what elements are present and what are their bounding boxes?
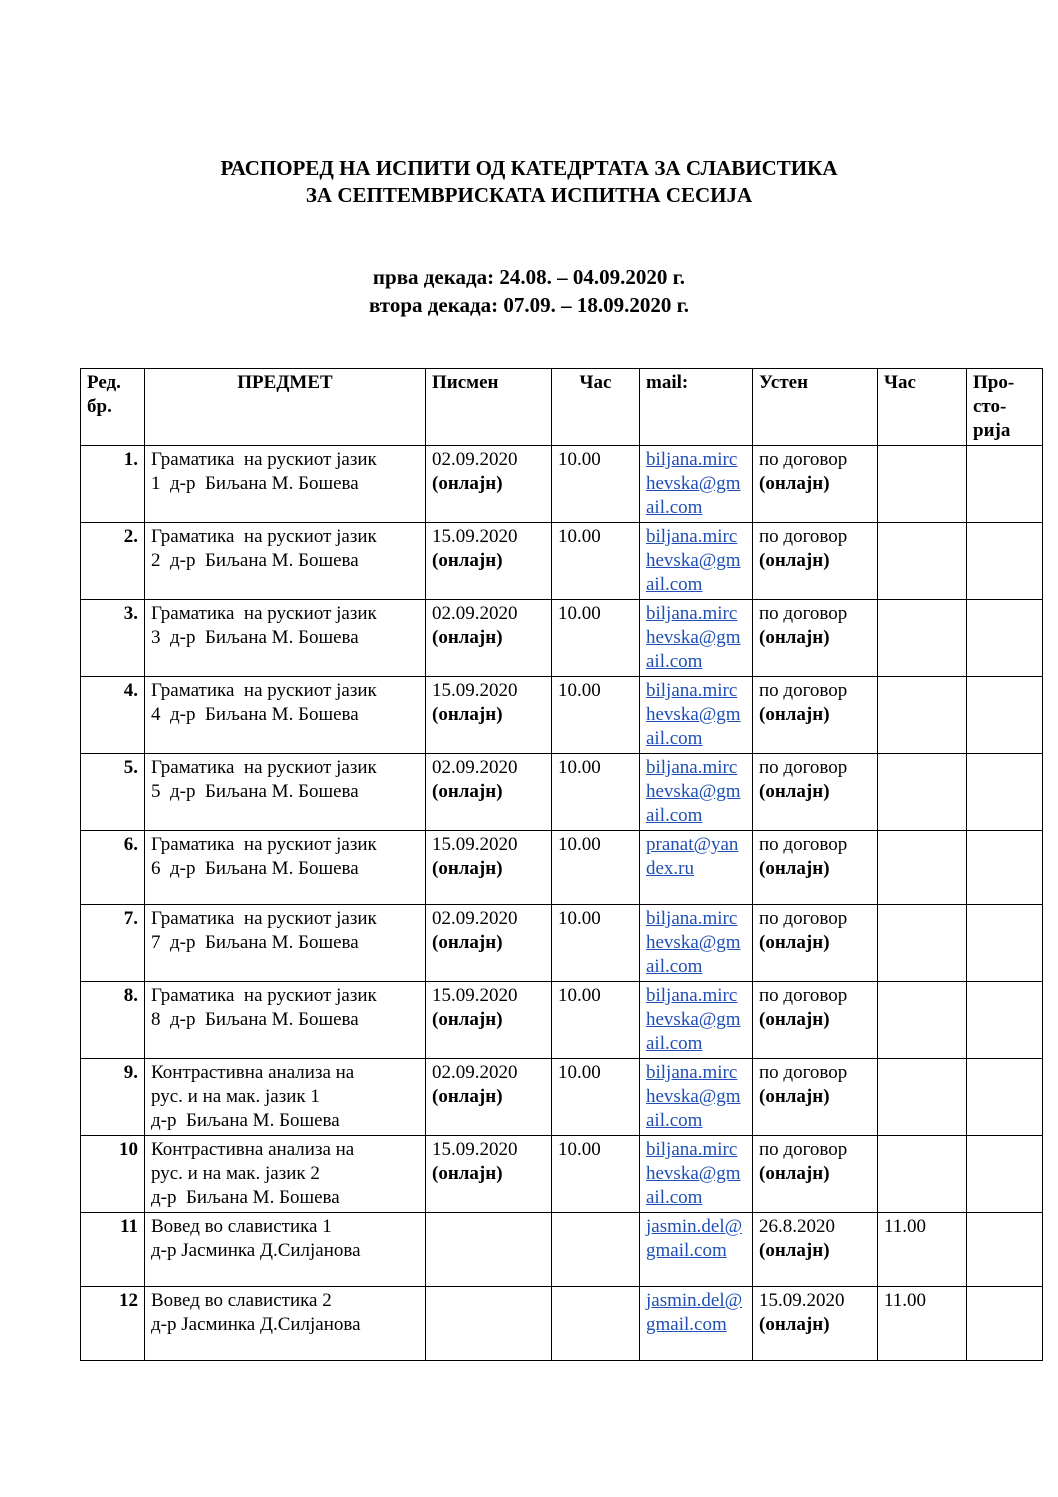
email-link[interactable]: biljana.mirchevska@gmail.com xyxy=(646,757,741,826)
oral-date: 26.8.2020 xyxy=(759,1216,835,1237)
oral-time: 11.00 xyxy=(878,1287,967,1361)
row-number: 8. xyxy=(81,982,145,1059)
oral-time xyxy=(878,446,967,523)
written-note: (онлајн) xyxy=(432,550,503,571)
oral-cell xyxy=(753,1059,878,1136)
row-number: 9. xyxy=(81,1059,145,1136)
mail-cell xyxy=(640,1213,753,1287)
subject-line: 8 д-р Биљана М. Бошева xyxy=(151,1009,359,1030)
subject-line: рус. и на мак. јазик 1 xyxy=(151,1086,320,1107)
room-cell xyxy=(967,1213,1043,1287)
header-oral: Устен xyxy=(753,369,878,446)
table-row xyxy=(81,1287,1043,1361)
oral-time xyxy=(878,754,967,831)
header-written: Писмен xyxy=(426,369,552,446)
oral-note: (онлајн) xyxy=(759,1009,830,1030)
header-num: Ред. бр. xyxy=(81,369,145,446)
oral-note: (онлајн) xyxy=(759,550,830,571)
written-note: (онлајн) xyxy=(432,781,503,802)
subject-line: Граматика на рускиот јазик xyxy=(151,908,377,929)
written-cell xyxy=(426,1136,552,1213)
room-cell xyxy=(967,1059,1043,1136)
oral-note: (онлајн) xyxy=(759,627,830,648)
oral-note: (онлајн) xyxy=(759,1240,830,1261)
room-cell xyxy=(967,600,1043,677)
subject-line: Граматика на рускиот јазик xyxy=(151,526,377,547)
mail-cell xyxy=(640,1136,753,1213)
mail-cell xyxy=(640,1059,753,1136)
subject-line: д-р Јасминка Д.Силјанова xyxy=(151,1240,361,1261)
oral-date: по договор xyxy=(759,449,848,470)
oral-time: 11.00 xyxy=(878,1213,967,1287)
oral-cell xyxy=(753,1136,878,1213)
subject-cell xyxy=(145,905,426,982)
oral-time xyxy=(878,831,967,905)
row-number: 4. xyxy=(81,677,145,754)
header-time2: Час xyxy=(878,369,967,446)
email-link[interactable]: biljana.mirchevska@gmail.com xyxy=(646,526,741,595)
oral-time xyxy=(878,523,967,600)
written-cell xyxy=(426,523,552,600)
row-number: 2. xyxy=(81,523,145,600)
written-date: 15.09.2020 xyxy=(432,834,518,855)
written-date: 15.09.2020 xyxy=(432,1139,518,1160)
room-cell xyxy=(967,446,1043,523)
table-row xyxy=(81,1136,1043,1213)
oral-date: по договор xyxy=(759,908,848,929)
email-link[interactable]: biljana.mirchevska@gmail.com xyxy=(646,449,741,518)
written-time: 10.00 xyxy=(552,831,640,905)
written-date: 15.09.2020 xyxy=(432,985,518,1006)
written-time: 10.00 xyxy=(552,600,640,677)
written-note: (онлајн) xyxy=(432,704,503,725)
second-decade-dates: втора декада: 07.09. – 18.09.2020 г. xyxy=(368,293,690,317)
room-cell xyxy=(967,982,1043,1059)
oral-cell xyxy=(753,982,878,1059)
oral-note: (онлајн) xyxy=(759,1086,830,1107)
subject-cell xyxy=(145,1213,426,1287)
oral-date: по договор xyxy=(759,603,848,624)
oral-date: по договор xyxy=(759,526,848,547)
email-link[interactable]: biljana.mirchevska@gmail.com xyxy=(646,603,741,672)
subject-line: Контрастивна анализа на xyxy=(151,1062,355,1083)
table-row xyxy=(81,1213,1043,1287)
oral-cell xyxy=(753,905,878,982)
written-cell xyxy=(426,446,552,523)
written-note: (онлајн) xyxy=(432,932,503,953)
email-link[interactable]: jasmin.del@gmail.com xyxy=(646,1290,743,1335)
written-note: (онлајн) xyxy=(432,473,503,494)
subject-cell xyxy=(145,523,426,600)
room-cell xyxy=(967,523,1043,600)
subject-line: рус. и на мак. јазик 2 xyxy=(151,1163,320,1184)
subject-line: Граматика на рускиот јазик xyxy=(151,757,377,778)
oral-note: (онлајн) xyxy=(759,781,830,802)
written-cell xyxy=(426,1287,552,1361)
written-cell xyxy=(426,831,552,905)
oral-cell xyxy=(753,831,878,905)
email-link[interactable]: biljana.mirchevska@gmail.com xyxy=(646,680,741,749)
oral-cell xyxy=(753,1287,878,1361)
oral-cell xyxy=(753,677,878,754)
email-link[interactable]: biljana.mirchevska@gmail.com xyxy=(646,1139,741,1208)
subject-line: 2 д-р Биљана М. Бошева xyxy=(151,550,359,571)
written-cell xyxy=(426,677,552,754)
table-row xyxy=(81,600,1043,677)
written-time: 10.00 xyxy=(552,1136,640,1213)
row-number: 3. xyxy=(81,600,145,677)
oral-cell xyxy=(753,446,878,523)
subject-cell xyxy=(145,446,426,523)
document-title-line2: ЗА СЕПТЕМВРИСКАТА ИСПИТНА СЕСИЈА xyxy=(305,183,753,207)
subject-line: Граматика на рускиот јазик xyxy=(151,603,377,624)
row-number: 12 xyxy=(81,1287,145,1361)
table-row xyxy=(81,1059,1043,1136)
oral-time xyxy=(878,1059,967,1136)
written-note: (онлајн) xyxy=(432,1086,503,1107)
oral-date: по договор xyxy=(759,1139,848,1160)
written-cell xyxy=(426,1213,552,1287)
email-link[interactable]: jasmin.del@gmail.com xyxy=(646,1216,743,1261)
subject-line: 6 д-р Биљана М. Бошева xyxy=(151,858,359,879)
written-time: 10.00 xyxy=(552,905,640,982)
subject-cell xyxy=(145,1136,426,1213)
oral-note: (онлајн) xyxy=(759,704,830,725)
written-time xyxy=(552,1213,640,1287)
written-date: 02.09.2020 xyxy=(432,603,518,624)
row-number: 6. xyxy=(81,831,145,905)
subject-line: Граматика на рускиот јазик xyxy=(151,834,377,855)
subject-cell xyxy=(145,982,426,1059)
mail-cell xyxy=(640,446,753,523)
subject-cell xyxy=(145,1059,426,1136)
header-mail: mail: xyxy=(640,369,753,446)
table-row xyxy=(81,677,1043,754)
row-number: 1. xyxy=(81,446,145,523)
table-header-row xyxy=(81,369,1043,446)
oral-date: по договор xyxy=(759,834,848,855)
oral-note: (онлајн) xyxy=(759,1314,830,1335)
subject-line: д-р Јасминка Д.Силјанова xyxy=(151,1314,361,1335)
first-decade-dates: прва декада: 24.08. – 04.09.2020 г. xyxy=(372,265,686,289)
subject-cell xyxy=(145,1287,426,1361)
oral-date: по договор xyxy=(759,680,848,701)
written-cell xyxy=(426,754,552,831)
table-row xyxy=(81,446,1043,523)
subject-cell xyxy=(145,831,426,905)
written-time: 10.00 xyxy=(552,1059,640,1136)
room-cell xyxy=(967,905,1043,982)
mail-cell xyxy=(640,754,753,831)
oral-time xyxy=(878,982,967,1059)
mail-cell xyxy=(640,831,753,905)
exam-schedule-table xyxy=(80,368,1043,1361)
written-date: 15.09.2020 xyxy=(432,526,518,547)
subject-line: д-р Биљана М. Бошева xyxy=(151,1187,340,1208)
header-subject: ПРЕДМЕТ xyxy=(145,369,426,446)
email-link[interactable]: biljana.mirchevska@gmail.com xyxy=(646,985,741,1054)
subject-line: Контрастивна анализа на xyxy=(151,1139,355,1160)
table-row xyxy=(81,754,1043,831)
email-link[interactable]: biljana.mirchevska@gmail.com xyxy=(646,908,741,977)
mail-cell xyxy=(640,905,753,982)
written-date: 02.09.2020 xyxy=(432,908,518,929)
email-link[interactable]: biljana.mirchevska@gmail.com xyxy=(646,1062,741,1131)
subject-line: 1 д-р Биљана М. Бошева xyxy=(151,473,359,494)
written-cell xyxy=(426,905,552,982)
room-cell xyxy=(967,1287,1043,1361)
mail-cell xyxy=(640,523,753,600)
email-link[interactable]: pranat@yandex.ru xyxy=(646,834,739,879)
written-note: (онлајн) xyxy=(432,1163,503,1184)
written-time: 10.00 xyxy=(552,982,640,1059)
oral-cell xyxy=(753,1213,878,1287)
subject-line: Граматика на рускиот јазик xyxy=(151,680,377,701)
subject-line: 4 д-р Биљана М. Бошева xyxy=(151,704,359,725)
oral-date: по договор xyxy=(759,1062,848,1083)
written-cell xyxy=(426,600,552,677)
subject-cell xyxy=(145,677,426,754)
written-time: 10.00 xyxy=(552,677,640,754)
document-title-line1: РАСПОРЕД НА ИСПИТИ ОД КАТЕДРТАТА ЗА СЛАВИСТИКА xyxy=(220,156,838,180)
room-cell xyxy=(967,677,1043,754)
written-date: 02.09.2020 xyxy=(432,757,518,778)
written-note: (онлајн) xyxy=(432,627,503,648)
written-date: 02.09.2020 xyxy=(432,449,518,470)
mail-cell xyxy=(640,1287,753,1361)
room-cell xyxy=(967,754,1043,831)
written-time: 10.00 xyxy=(552,754,640,831)
oral-note: (онлајн) xyxy=(759,1163,830,1184)
oral-time xyxy=(878,600,967,677)
row-number: 5. xyxy=(81,754,145,831)
oral-time xyxy=(878,677,967,754)
written-date: 02.09.2020 xyxy=(432,1062,518,1083)
written-time xyxy=(552,1287,640,1361)
written-time: 10.00 xyxy=(552,446,640,523)
oral-date: по договор xyxy=(759,757,848,778)
written-cell xyxy=(426,1059,552,1136)
header-room: Про-сто-рија xyxy=(967,369,1043,446)
subject-line: д-р Биљана М. Бошева xyxy=(151,1110,340,1131)
subject-line: 5 д-р Биљана М. Бошева xyxy=(151,781,359,802)
subject-line: Граматика на рускиот јазик xyxy=(151,985,377,1006)
subject-line: Вовед во славистика 1 xyxy=(151,1216,332,1237)
row-number: 7. xyxy=(81,905,145,982)
written-cell xyxy=(426,982,552,1059)
mail-cell xyxy=(640,677,753,754)
room-cell xyxy=(967,831,1043,905)
table-row xyxy=(81,523,1043,600)
row-number: 10 xyxy=(81,1136,145,1213)
table-row xyxy=(81,982,1043,1059)
subject-line: 3 д-р Биљана М. Бошева xyxy=(151,627,359,648)
oral-cell xyxy=(753,523,878,600)
subject-line: 7 д-р Биљана М. Бошева xyxy=(151,932,359,953)
oral-time xyxy=(878,1136,967,1213)
table-row xyxy=(81,831,1043,905)
subject-cell xyxy=(145,600,426,677)
oral-note: (онлајн) xyxy=(759,858,830,879)
written-time: 10.00 xyxy=(552,523,640,600)
subject-cell xyxy=(145,754,426,831)
written-date: 15.09.2020 xyxy=(432,680,518,701)
oral-cell xyxy=(753,600,878,677)
oral-time xyxy=(878,905,967,982)
oral-date: 15.09.2020 xyxy=(759,1290,845,1311)
oral-date: по договор xyxy=(759,985,848,1006)
table-row xyxy=(81,905,1043,982)
row-number: 11 xyxy=(81,1213,145,1287)
subject-line: Граматика на рускиот јазик xyxy=(151,449,377,470)
subject-line: Вовед во славистика 2 xyxy=(151,1290,332,1311)
mail-cell xyxy=(640,600,753,677)
oral-cell xyxy=(753,754,878,831)
written-note: (онлајн) xyxy=(432,858,503,879)
mail-cell xyxy=(640,982,753,1059)
header-time: Час xyxy=(552,369,640,446)
oral-note: (онлајн) xyxy=(759,932,830,953)
written-note: (онлајн) xyxy=(432,1009,503,1030)
room-cell xyxy=(967,1136,1043,1213)
oral-note: (онлајн) xyxy=(759,473,830,494)
